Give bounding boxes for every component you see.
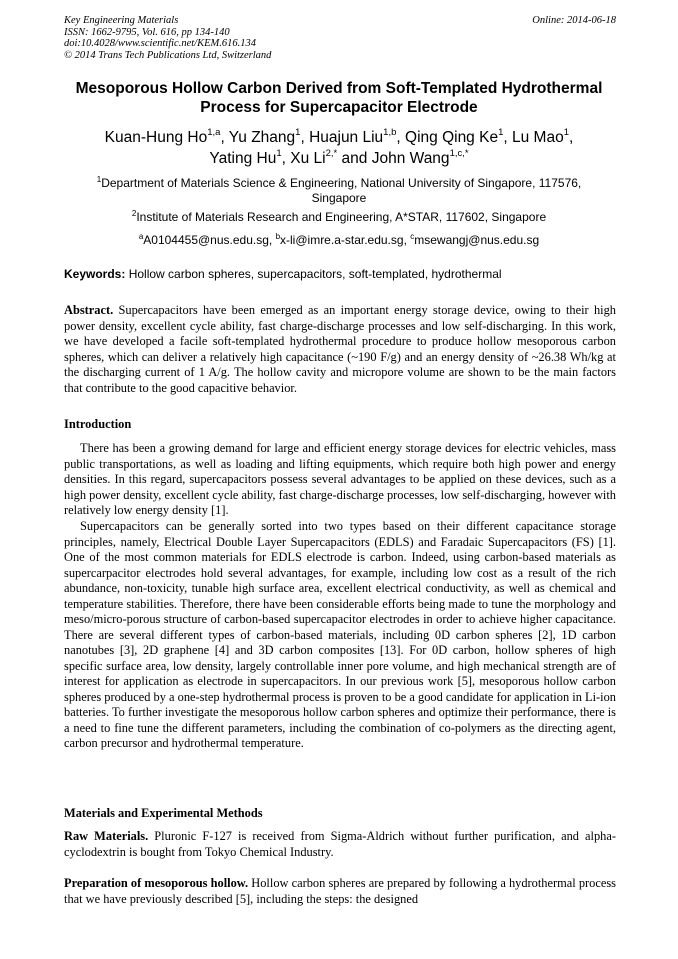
preparation-label: Preparation of mesoporous hollow.	[64, 876, 249, 890]
author: Kuan-Hung Ho$^{1,a}$	[104, 127, 221, 146]
online-date: Online: 2014-06-18	[532, 15, 616, 26]
email-link[interactable]: A0104455@nus.edu.sg,	[143, 233, 276, 247]
author: Huajun Liu$^{1,b}$	[309, 127, 397, 146]
methods-heading: Materials and Experimental Methods	[64, 806, 263, 820]
title-line-2: Process for Supercapacitor Electrode	[200, 99, 478, 116]
doi-line: doi:10.4028/www.scientific.net/KEM.616.134	[64, 38, 256, 49]
keywords	[64, 267, 616, 282]
affiliation-2: $^2$Institute of Materials Research and Engineering, A*STAR, 117602, Singapore	[131, 209, 547, 224]
author: John Wang$^{1,c,*}$	[371, 148, 469, 167]
author: Yating Hu$^1$	[209, 148, 282, 167]
introduction-paragraph-1: There has been a growing demand for large and efficient energy storage devices for electric vehicles, mass public transportations, as well as loading and lifting equipments, which require both high power and energy densities. In this regard, supercapacitors possess several advantages to be applied on these devices, such as a high power density, excellent cycle ability, fast charge-discharge processes, low self-discharging, however with relatively low energy density [1].	[64, 441, 616, 517]
journal-header	[64, 15, 271, 61]
raw-materials-label: Raw Materials.	[64, 829, 149, 843]
author: Xu $Li^{2,*}$	[290, 148, 338, 167]
introduction-paragraph-2: Supercapacitors can be generally sorted into two types based on their different capacitance storage principles, namely, Electrical Double Layer Supercapacitors (EDLS) and Faradaic Supercapacitors (FS) [1]. One of the most common materials for EDLS electrode is carbon. Indeed, using carbon-based materials as supercarpacitor electrodes hold several advantages, for example, including low cost as a result of the rich abundance, non-toxicity, tunable high surface area, excellent electrical conductivity, as well as chemical and temperature stabilities. Therefore, there have been considerable efforts being made to tune the morphology and meso/micro-porous structure of carbon-based supercapacitor electrodes in order to achieve higher capacitance. There are several different types of carbon-based materials, including 0D carbon spheres [2], 1D carbon nanotubes [3], 2D graphene [4] and 3D carbon composites [13]. For 0D carbon, hollow spheres of high specific surface area, low density, largely controllable inner pore volume, and high mechanical strength are of interest for application as electrode in supercapacitors. In our previous work [5], mesoporous hollow carbon spheres produced by a one-step hydrothermal process is proven to be a good candidate for application in Li-ion batteries. To further investigate the mesoporous hollow carbon spheres and optimize their performance, there is a need to fine tune the different parameters, including the combination of co-polymers as the directing agent, carbon precursor and hydrothermal temperature.	[64, 519, 616, 750]
author-emails: $^a$A0104455@nus.edu.sg, $^b$x-li@imre.a-star.edu.sg, $^c$msewangj@nus.edu.sg	[138, 232, 540, 247]
email-link[interactable]: msewangj@nus.edu.sg	[414, 233, 540, 247]
title-line-1: Mesoporous Hollow Carbon Derived from Soft-Templated Hydrothermal	[75, 80, 603, 97]
email-link[interactable]: x-li@imre.a-star.edu.sg,	[280, 233, 411, 247]
abstract-text: Supercapacitors have been emerged as an important energy storage device, owing to their high power density, excellent cycle ability, fast charge-discharge processes and low self-discharging. In this work, we have developed a facile soft-templated hydrothermal procedure to produce hollow mesoporous carbon spheres, which can deliver a relatively high capacitance (~190 F/g) and an energy density of ~26.38 Wh/kg at the discharging current of 1 A/g. The hollow cavity and micropore volume are shown to be the main factors that contribute to the good capacitive behavior.	[64, 303, 616, 395]
paper-title	[40, 79, 638, 117]
raw-materials-paragraph: Raw Materials. Pluronic F-127 is received from Sigma-Aldrich without further purification, and alpha-cyclodextrin is bought from Tokyo Chemical Industry.	[64, 829, 616, 859]
abstract-label: Abstract.	[64, 303, 114, 317]
author: Yu Zhang$^1$	[228, 127, 301, 146]
keywords-label: Keywords:	[64, 267, 126, 281]
copyright-line: © 2014 Trans Tech Publications Ltd, Switzerland	[64, 49, 272, 61]
keywords-text: Hollow carbon spheres, supercapacitors, soft-templated, hydrothermal	[125, 267, 502, 281]
author: Lu Mao$^1$	[512, 127, 569, 146]
author-list: Kuan-Hung Ho$^{1,a}$, Yu Zhang$^1$, Huajun Liu$^{1,b}$, Qing Qing Ke$^1$, Lu Mao$^1$, Yating Hu$^1$, Xu $Li^{2,*}$ and John Wang$^{1,c,*}$	[104, 127, 574, 167]
preparation-paragraph: Preparation of mesoporous hollow. Hollow carbon spheres are prepared by following a hydrothermal process that we have previously described [5], including the steps: the designed	[64, 876, 616, 906]
affiliation-1: $^1$Department of Materials Science & Engineering, National University of Singapore, 117576, Singapore	[96, 175, 582, 205]
introduction-heading: Introduction	[64, 417, 132, 431]
journal-name: Key Engineering Materials	[64, 15, 179, 26]
abstract	[64, 303, 616, 396]
issn-line: ISSN: 1662-9795, Vol. 616, pp 134-140	[64, 26, 230, 38]
author: Qing Qing Ke$^1$	[405, 127, 504, 146]
